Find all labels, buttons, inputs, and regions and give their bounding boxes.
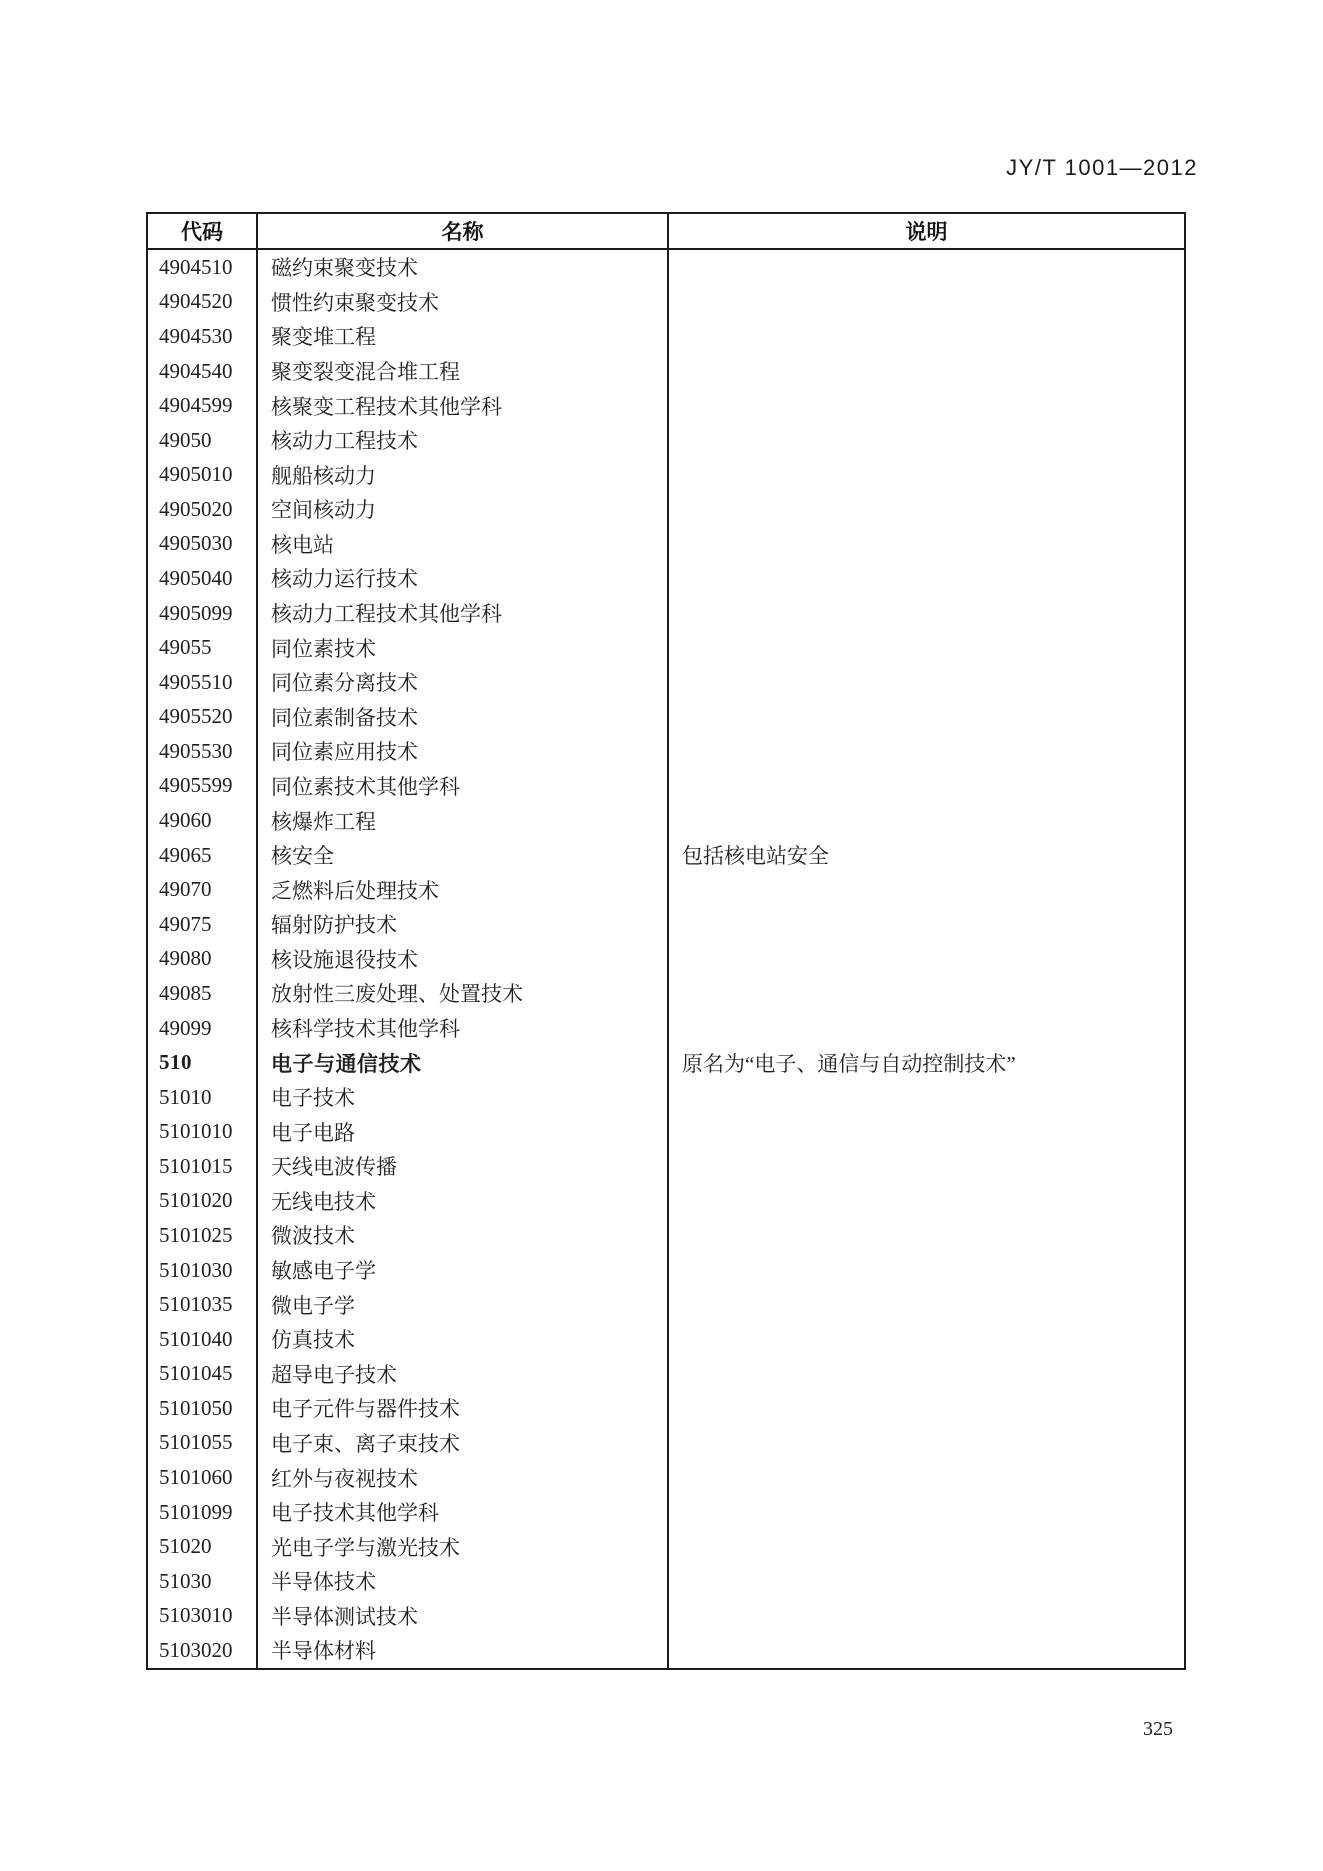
standard-code-header: JY/T 1001—2012 xyxy=(1006,155,1198,180)
desc-cell xyxy=(669,1564,1184,1599)
table-row xyxy=(148,1495,1184,1530)
name-cell: 电子技术 xyxy=(258,1080,669,1115)
table-row xyxy=(148,1080,1184,1115)
code-cell: 5101015 xyxy=(148,1149,258,1184)
name-cell: 乏燃料后处理技术 xyxy=(258,872,669,907)
name-cell: 电子与通信技术 xyxy=(258,1045,669,1080)
table-row xyxy=(148,769,1184,804)
table-row xyxy=(148,976,1184,1011)
name-cell: 微波技术 xyxy=(258,1218,669,1253)
code-cell: 5101020 xyxy=(148,1184,258,1219)
code-cell: 49099 xyxy=(148,1011,258,1046)
name-cell: 核动力工程技术其他学科 xyxy=(258,596,669,631)
code-cell: 5101060 xyxy=(148,1460,258,1495)
name-cell: 仿真技术 xyxy=(258,1322,669,1357)
desc-cell xyxy=(669,1184,1184,1219)
name-cell: 核科学技术其他学科 xyxy=(258,1011,669,1046)
desc-cell xyxy=(669,492,1184,527)
code-cell: 5101099 xyxy=(148,1495,258,1530)
desc-cell xyxy=(669,596,1184,631)
table-row xyxy=(148,803,1184,838)
table-row xyxy=(148,872,1184,907)
name-cell: 核电站 xyxy=(258,527,669,562)
column-header-name: 名称 xyxy=(258,214,669,248)
code-cell: 4905530 xyxy=(148,734,258,769)
table-row xyxy=(148,1357,1184,1392)
table-row xyxy=(148,250,1184,285)
column-header-code: 代码 xyxy=(148,214,258,248)
desc-cell xyxy=(669,872,1184,907)
table-row xyxy=(148,1426,1184,1461)
desc-cell: 包括核电站安全 xyxy=(682,844,829,869)
table-row xyxy=(148,1045,1184,1080)
code-cell: 5101010 xyxy=(148,1114,258,1149)
name-cell: 半导体材料 xyxy=(258,1633,669,1668)
code-cell: 49085 xyxy=(148,976,258,1011)
desc-cell xyxy=(669,457,1184,492)
name-cell: 核动力运行技术 xyxy=(258,561,669,596)
code-cell: 4905599 xyxy=(148,769,258,804)
table-row xyxy=(148,561,1184,596)
name-cell: 微电子学 xyxy=(258,1287,669,1322)
desc-cell xyxy=(669,1322,1184,1357)
desc-cell xyxy=(669,561,1184,596)
table-row xyxy=(148,1218,1184,1253)
name-cell: 同位素分离技术 xyxy=(258,665,669,700)
code-cell: 49070 xyxy=(148,872,258,907)
desc-cell xyxy=(669,734,1184,769)
table-row xyxy=(148,1287,1184,1322)
desc-cell xyxy=(669,1287,1184,1322)
code-cell: 49075 xyxy=(148,907,258,942)
name-cell: 敏感电子学 xyxy=(258,1253,669,1288)
name-cell: 惯性约束聚变技术 xyxy=(258,285,669,320)
name-cell: 磁约束聚变技术 xyxy=(258,250,669,285)
table-row xyxy=(148,1564,1184,1599)
code-cell: 51020 xyxy=(148,1529,258,1564)
code-cell: 49065 xyxy=(148,838,258,873)
table-header-row xyxy=(148,214,1184,250)
name-cell: 红外与夜视技术 xyxy=(258,1460,669,1495)
desc-cell xyxy=(669,285,1184,320)
desc-cell xyxy=(669,769,1184,804)
name-cell: 天线电波传播 xyxy=(258,1149,669,1184)
code-cell: 5101040 xyxy=(148,1322,258,1357)
desc-cell xyxy=(669,665,1184,700)
code-cell: 5101055 xyxy=(148,1426,258,1461)
name-cell: 核动力工程技术 xyxy=(258,423,669,458)
code-cell: 5101045 xyxy=(148,1357,258,1392)
name-cell: 同位素制备技术 xyxy=(258,700,669,735)
table-row xyxy=(148,527,1184,562)
desc-cell xyxy=(669,388,1184,423)
name-cell: 半导体技术 xyxy=(258,1564,669,1599)
name-cell: 超导电子技术 xyxy=(258,1357,669,1392)
table-row xyxy=(148,1391,1184,1426)
code-cell: 49050 xyxy=(148,423,258,458)
code-cell: 4904520 xyxy=(148,285,258,320)
name-cell: 空间核动力 xyxy=(258,492,669,527)
table-body xyxy=(148,250,1184,1668)
code-cell: 4904599 xyxy=(148,388,258,423)
name-cell: 电子电路 xyxy=(258,1114,669,1149)
desc-cell xyxy=(669,1460,1184,1495)
desc-cell xyxy=(669,1218,1184,1253)
desc-cell xyxy=(669,1426,1184,1461)
table-row xyxy=(148,1114,1184,1149)
column-header-description: 说明 xyxy=(905,221,948,244)
desc-cell xyxy=(669,1633,1184,1668)
code-cell: 4905010 xyxy=(148,457,258,492)
code-cell: 49080 xyxy=(148,942,258,977)
desc-cell xyxy=(669,700,1184,735)
table-row xyxy=(148,1253,1184,1288)
table-row xyxy=(148,838,1184,873)
code-cell: 5101030 xyxy=(148,1253,258,1288)
code-cell: 510 xyxy=(148,1045,258,1080)
name-cell: 舰船核动力 xyxy=(258,457,669,492)
code-cell: 4905099 xyxy=(148,596,258,631)
desc-cell xyxy=(669,1253,1184,1288)
name-cell: 同位素技术其他学科 xyxy=(258,769,669,804)
code-cell: 4905020 xyxy=(148,492,258,527)
desc-cell xyxy=(669,907,1184,942)
name-cell: 同位素技术 xyxy=(258,630,669,665)
code-cell: 49060 xyxy=(148,803,258,838)
desc-cell xyxy=(669,942,1184,977)
table-row xyxy=(148,1633,1184,1668)
table-row xyxy=(148,388,1184,423)
table-row xyxy=(148,1184,1184,1219)
name-cell: 核安全 xyxy=(258,838,669,873)
desc-cell xyxy=(669,1529,1184,1564)
table-row xyxy=(148,285,1184,320)
name-cell: 聚变裂变混合堆工程 xyxy=(258,354,669,389)
desc-cell xyxy=(669,1114,1184,1149)
desc-cell xyxy=(669,1599,1184,1634)
desc-cell xyxy=(669,354,1184,389)
desc-cell xyxy=(669,423,1184,458)
table-row xyxy=(148,907,1184,942)
table-row xyxy=(148,1529,1184,1564)
name-cell: 电子技术其他学科 xyxy=(258,1495,669,1530)
table-row xyxy=(148,1149,1184,1184)
code-cell: 4905030 xyxy=(148,527,258,562)
code-cell: 5101025 xyxy=(148,1218,258,1253)
table-row xyxy=(148,354,1184,389)
table-row xyxy=(148,1460,1184,1495)
desc-cell xyxy=(669,1080,1184,1115)
desc-cell: 原名为“电子、通信与自动控制技术” xyxy=(682,1051,1016,1076)
name-cell: 光电子学与激光技术 xyxy=(258,1529,669,1564)
desc-cell xyxy=(669,319,1184,354)
name-cell: 无线电技术 xyxy=(258,1184,669,1219)
code-cell: 4905040 xyxy=(148,561,258,596)
table-row xyxy=(148,630,1184,665)
table-row xyxy=(148,665,1184,700)
desc-cell xyxy=(669,1495,1184,1530)
name-cell: 辐射防护技术 xyxy=(258,907,669,942)
desc-cell xyxy=(669,630,1184,665)
table-row xyxy=(148,319,1184,354)
code-cell: 5101050 xyxy=(148,1391,258,1426)
name-cell: 核爆炸工程 xyxy=(258,803,669,838)
code-cell: 51030 xyxy=(148,1564,258,1599)
name-cell: 电子束、离子束技术 xyxy=(258,1426,669,1461)
table-row xyxy=(148,492,1184,527)
name-cell: 放射性三废处理、处置技术 xyxy=(258,976,669,1011)
desc-cell xyxy=(669,803,1184,838)
name-cell: 聚变堆工程 xyxy=(258,319,669,354)
desc-cell xyxy=(669,527,1184,562)
code-cell: 4904510 xyxy=(148,250,258,285)
code-cell: 5101035 xyxy=(148,1287,258,1322)
table-row xyxy=(148,734,1184,769)
code-cell: 4905510 xyxy=(148,665,258,700)
table-row xyxy=(148,1322,1184,1357)
name-cell: 半导体测试技术 xyxy=(258,1599,669,1634)
table-row xyxy=(148,700,1184,735)
name-cell: 电子元件与器件技术 xyxy=(258,1391,669,1426)
code-cell: 49055 xyxy=(148,630,258,665)
name-cell: 同位素应用技术 xyxy=(258,734,669,769)
code-cell: 5103020 xyxy=(148,1633,258,1668)
code-cell: 51010 xyxy=(148,1080,258,1115)
table-row xyxy=(148,942,1184,977)
table-row xyxy=(148,423,1184,458)
desc-cell xyxy=(669,1357,1184,1392)
name-cell: 核聚变工程技术其他学科 xyxy=(258,388,669,423)
code-cell: 4904540 xyxy=(148,354,258,389)
code-cell: 4904530 xyxy=(148,319,258,354)
name-cell: 核设施退役技术 xyxy=(258,942,669,977)
desc-cell xyxy=(669,1149,1184,1184)
page-number: 325 xyxy=(1143,1718,1173,1740)
table-row xyxy=(148,596,1184,631)
classification-code-table xyxy=(146,212,1186,1670)
table-row xyxy=(148,1599,1184,1634)
desc-cell xyxy=(669,1011,1184,1046)
table-row xyxy=(148,1011,1184,1046)
table-row xyxy=(148,457,1184,492)
desc-cell xyxy=(669,1391,1184,1426)
desc-cell xyxy=(669,976,1184,1011)
code-cell: 4905520 xyxy=(148,700,258,735)
desc-cell xyxy=(669,250,1184,285)
code-cell: 5103010 xyxy=(148,1599,258,1634)
